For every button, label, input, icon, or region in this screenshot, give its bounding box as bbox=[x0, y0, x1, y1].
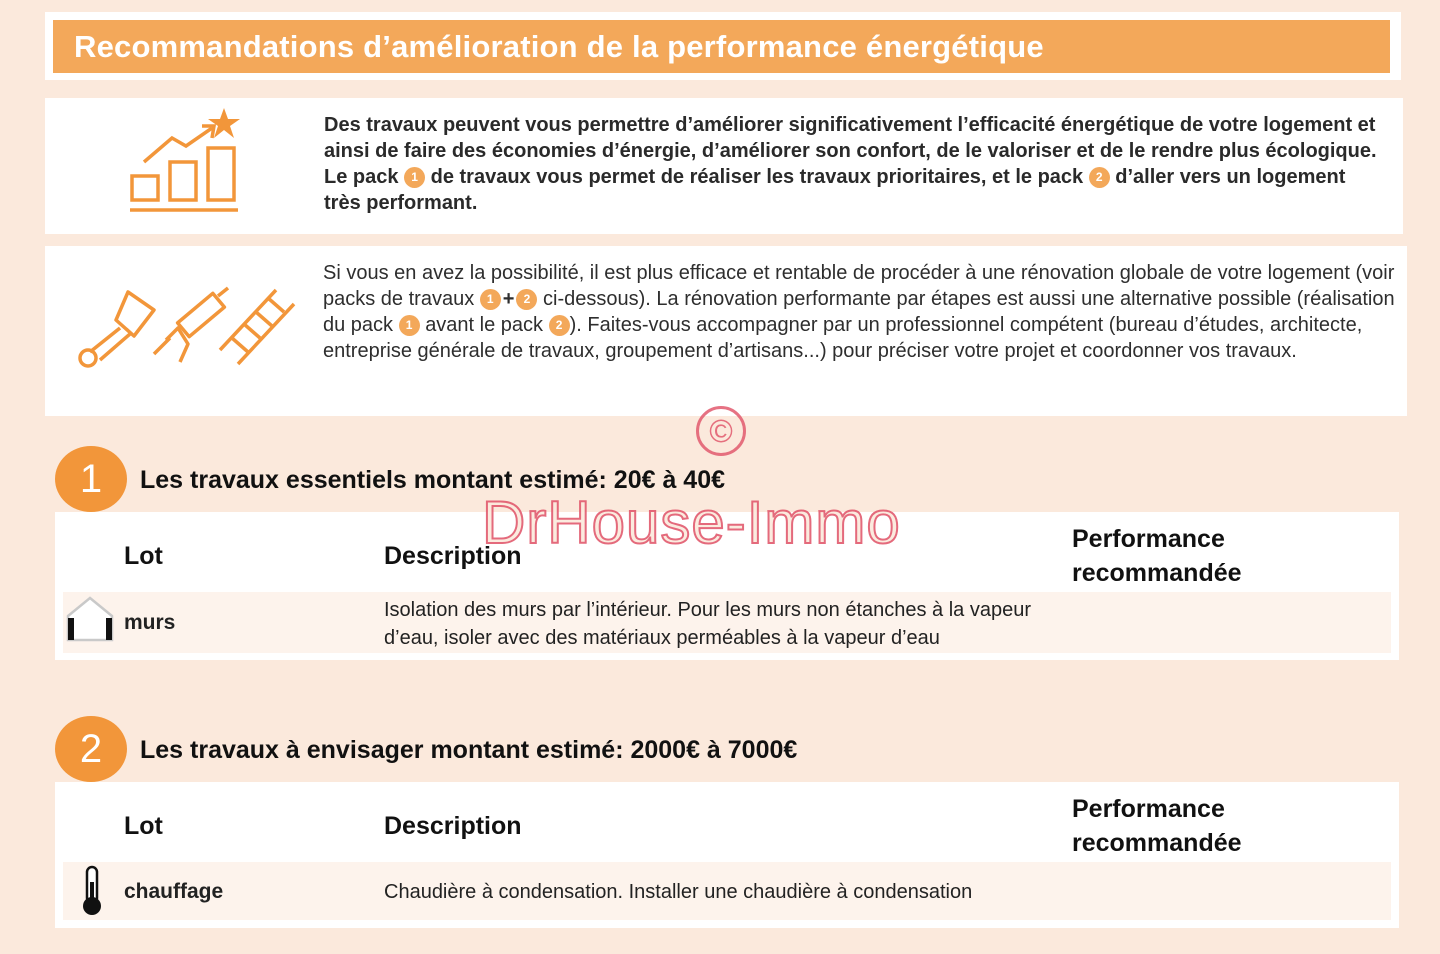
section-2-number: 2 bbox=[55, 716, 127, 782]
watermark-copyright-symbol: © bbox=[696, 406, 746, 456]
section-1-title: Les travaux essentiels montant estimé: 20€ à 40€ bbox=[140, 466, 726, 494]
column-header-description: Description bbox=[384, 542, 522, 570]
column-header-description: Description bbox=[384, 812, 522, 840]
page-title: Recommandations d’amélioration de la performance énergétique bbox=[74, 29, 1044, 64]
pack-1-badge: 1 bbox=[399, 315, 420, 336]
renovation-tools-icon bbox=[70, 284, 302, 372]
lot-label: murs bbox=[124, 611, 176, 634]
pack-2-badge: 2 bbox=[516, 289, 537, 310]
pack-2-badge: 2 bbox=[549, 315, 570, 336]
pack-1-badge: 1 bbox=[404, 167, 425, 188]
section-2-title: Les travaux à envisager montant estimé: 2000€ à 7000€ bbox=[140, 736, 798, 764]
watermark-text: DrHouse-Immo bbox=[482, 489, 901, 556]
pack-1-badge: 1 bbox=[480, 289, 501, 310]
intro-text-1: Des travaux peuvent vous permettre d’améliorer significativement l’efficacité énergétique de votre logement et ainsi de faire des économies d’énergie, d’améliorer son confort, de le valoriser et de le rendre plus écologique. Le pack 1 de travaux vous permet de réaliser les travaux prioritaires, et le pack 2 d’aller vers un logement très performant. bbox=[324, 114, 1377, 214]
row-description: Isolation des murs par l’intérieur. Pour les murs non étanches à la vapeur d’eau, isoler avec des matériaux perméables à la vapeur d’eau bbox=[384, 599, 1032, 649]
row-description: Chaudière à condensation. Installer une chaudière à condensation bbox=[384, 881, 973, 903]
column-header-performance: Performance recommandée bbox=[1072, 525, 1242, 587]
thermometer-icon bbox=[78, 864, 106, 918]
column-header-lot: Lot bbox=[124, 542, 163, 570]
column-header-lot: Lot bbox=[124, 812, 163, 840]
growth-chart-icon bbox=[122, 106, 247, 216]
wall-house-icon bbox=[66, 596, 114, 642]
intro-text-2: Si vous en avez la possibilité, il est plus efficace et rentable de procéder à une rénovation globale de votre logement (voir packs de travaux 1 + 2 ci-dessous). La rénovation performante par étapes est aussi une alternative possible (réalisation du pack 1 avant le pack 2 ). Faites-vous accompagner par un professionnel compétent (bureau d’études, architecte, entreprise générale de travaux, groupement d’artisans...) pour préciser votre projet et coordonner vos travaux. bbox=[323, 262, 1395, 362]
lot-label: chauffage bbox=[124, 880, 224, 903]
pack-2-badge: 2 bbox=[1089, 167, 1110, 188]
column-header-performance: Performance recommandée bbox=[1072, 795, 1242, 857]
section-1-number: 1 bbox=[55, 446, 127, 512]
